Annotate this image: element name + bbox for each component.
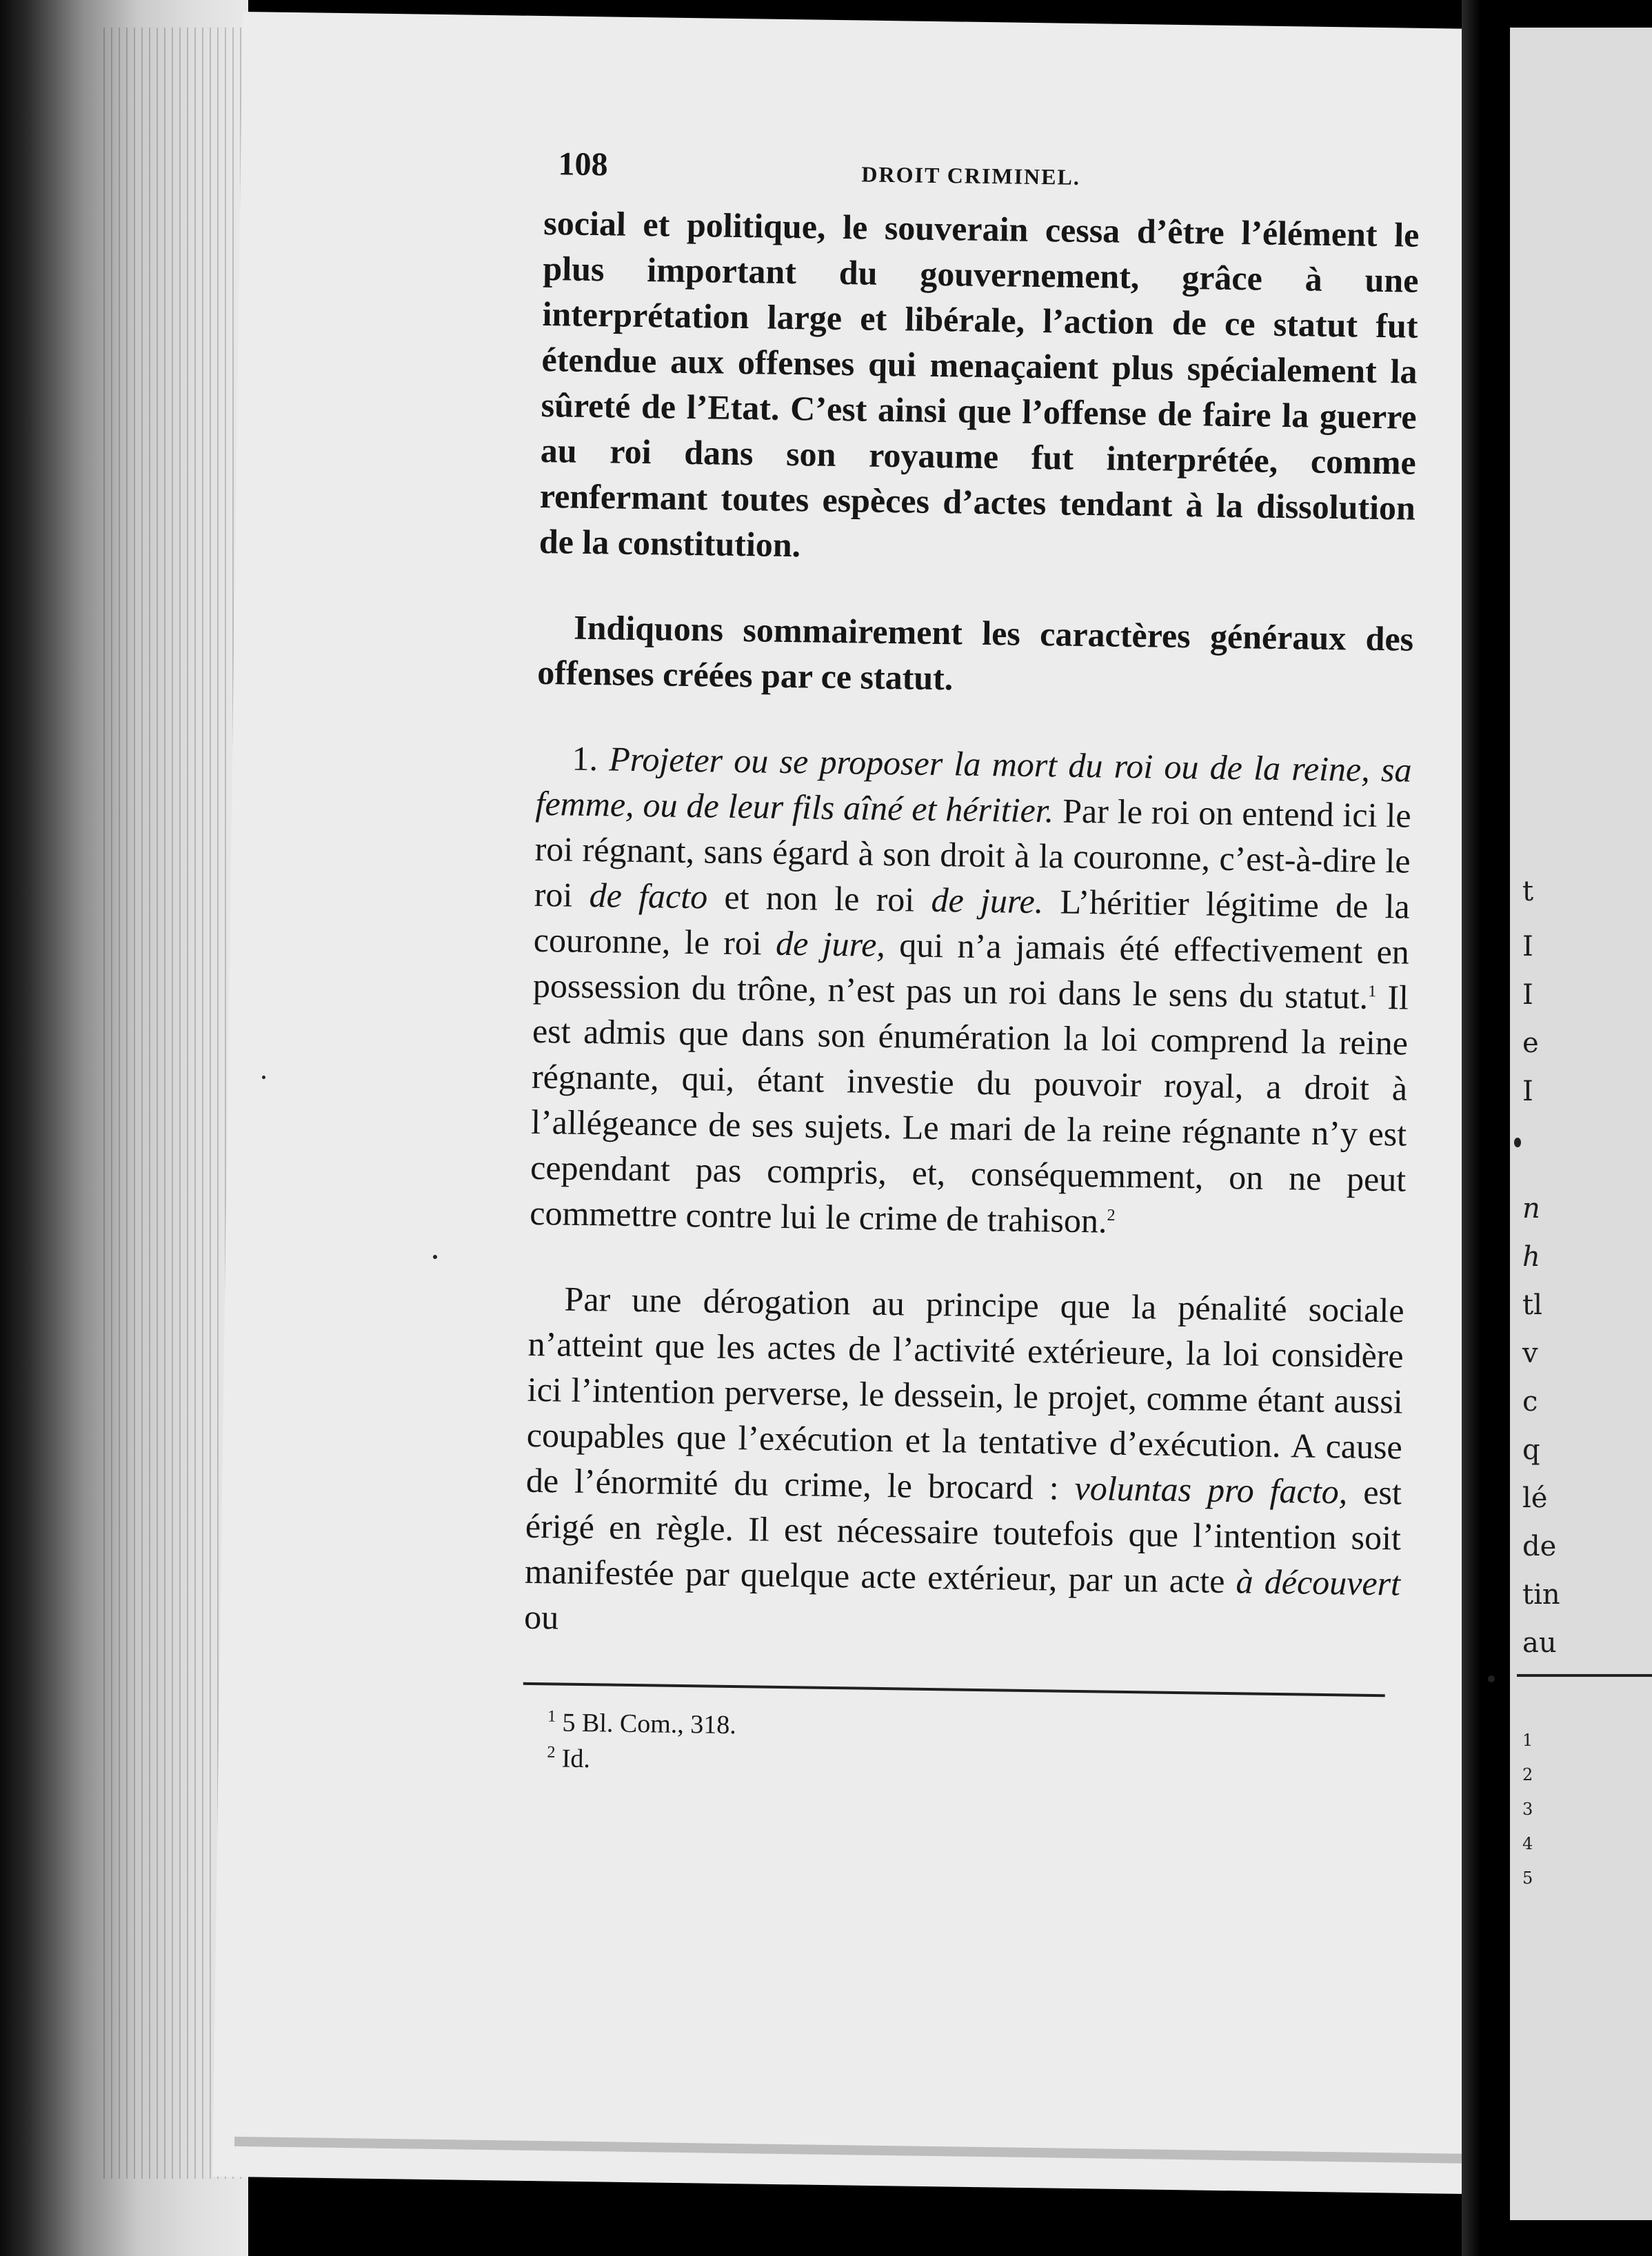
facing-fragment: n xyxy=(1522,1193,1540,1225)
paragraph-text: ou xyxy=(523,1597,559,1637)
footnotes xyxy=(522,1704,1398,1789)
latin-term: de jure. xyxy=(931,880,1044,921)
facing-fragment: I xyxy=(1522,979,1533,1011)
paragraph-continuation: social et politique, le souverain cessa d’être l’élément le plus important du gouvernement, grâce à une interprétation large et libérale, l’action de ce statut fut étendue aux offenses qui menaçaient plus spécialement la sûreté de l’Etat. C’est ainsi que l’offense de faire la guerre au roi dans son royaume fut interprétée, comme renfermant toutes espèces d’actes tendant à la dissolution de la constitution. xyxy=(538,203,1420,565)
facing-fragment: h xyxy=(1522,1241,1540,1273)
facing-note-mark: 5 xyxy=(1522,1869,1533,1888)
paragraph-derogation xyxy=(524,1276,1404,1652)
section-text: qui n’a jamais été effectivement en possession du trône, n’est pas un roi dans le sens du statut. xyxy=(532,925,1410,1016)
footnote-mark: 2 xyxy=(547,1743,556,1762)
facing-fragment: lé xyxy=(1522,1482,1548,1514)
facing-page-fragment xyxy=(1510,28,1652,2220)
latin-maxim: voluntas pro facto, xyxy=(1074,1468,1348,1511)
facing-fragment: I xyxy=(1522,931,1533,963)
page-text-block xyxy=(522,145,1420,1789)
paragraph-intro: Indiquons sommairement les caractères généraux des offenses créées par ce statut. xyxy=(536,607,1414,698)
section-text: Par le roi on entend ici le roi régnant, sans égard à son droit à la couronne, c’est-à-dire le roi xyxy=(534,791,1411,914)
footnote-text: 5 Bl. Com., 318. xyxy=(562,1708,737,1740)
facing-fragment: c xyxy=(1522,1386,1538,1418)
facing-fragment: q xyxy=(1522,1434,1540,1466)
facing-note-mark: 4 xyxy=(1522,1834,1533,1853)
book-gutter xyxy=(1462,0,1510,2256)
facing-fragment: t xyxy=(1522,876,1534,907)
facing-note-mark: 3 xyxy=(1522,1800,1533,1819)
footnote-ref: 2 xyxy=(1107,1206,1116,1225)
print-speck xyxy=(1514,1138,1521,1147)
facing-fragment: e xyxy=(1522,1027,1539,1059)
facing-fragment: au xyxy=(1522,1627,1557,1659)
section-number: 1. xyxy=(572,738,598,778)
page-number: 108 xyxy=(558,145,608,183)
italic-phrase: à découvert xyxy=(1236,1562,1401,1603)
print-speck xyxy=(433,1255,437,1259)
latin-term: de jure, xyxy=(775,923,886,965)
footnote-rule xyxy=(523,1682,1385,1697)
running-head-title: DROIT CRIMINEL. xyxy=(861,161,1081,190)
footnote-mark: 1 xyxy=(547,1707,556,1726)
footnote-text: Id. xyxy=(561,1744,591,1774)
paragraph-text: Par une dérogation au principe que la pénalité sociale n’atteint que les actes de l’activité extérieure, la loi considère ici l’intention perverse, le dessein, le projet, comme étant aussi coupables que l’exécution et la tentative d’exécution. A cause de l’énormité du crime, le brocard : xyxy=(525,1279,1404,1507)
facing-fragment: tl xyxy=(1522,1289,1542,1321)
section-text: L’héritier légitime de la couronne, le roi xyxy=(533,882,1411,963)
facing-fragment: v xyxy=(1522,1338,1538,1369)
latin-term: de facto xyxy=(589,876,708,916)
facing-fragment: I xyxy=(1522,1076,1533,1107)
facing-footnote-rule xyxy=(1517,1674,1652,1677)
footnote-ref: 1 xyxy=(1368,983,1377,1001)
paragraph-text: est érigé en règle. Il est nécessaire toutefois que l’intention soit manifestée par quelque acte extérieur, par un acte xyxy=(524,1472,1402,1600)
print-speck xyxy=(262,1076,265,1079)
section-text: et non le roi xyxy=(724,877,915,919)
section-text: Il est admis que dans son énumération la loi comprend la reine régnante, qui, étant investie du pouvoir royal, a droit à l’allégeance de ses sujets. Le mari de la reine régnante n’y est cependant pas compris, et, conséquemment, on ne peut commettre contre lui le crime de trahison. xyxy=(529,978,1409,1240)
print-speck xyxy=(1488,1675,1495,1682)
paragraph-section-1 xyxy=(530,735,1412,1248)
facing-note-mark: 2 xyxy=(1522,1765,1533,1784)
section-heading: Projeter ou se proposer la mort du roi ou de la reine, sa femme, ou de leur fils aîné et héritier. xyxy=(535,739,1412,830)
facing-note-mark: 1 xyxy=(1522,1731,1533,1750)
facing-fragment: tin xyxy=(1522,1579,1560,1611)
facing-fragment: de xyxy=(1522,1531,1557,1562)
